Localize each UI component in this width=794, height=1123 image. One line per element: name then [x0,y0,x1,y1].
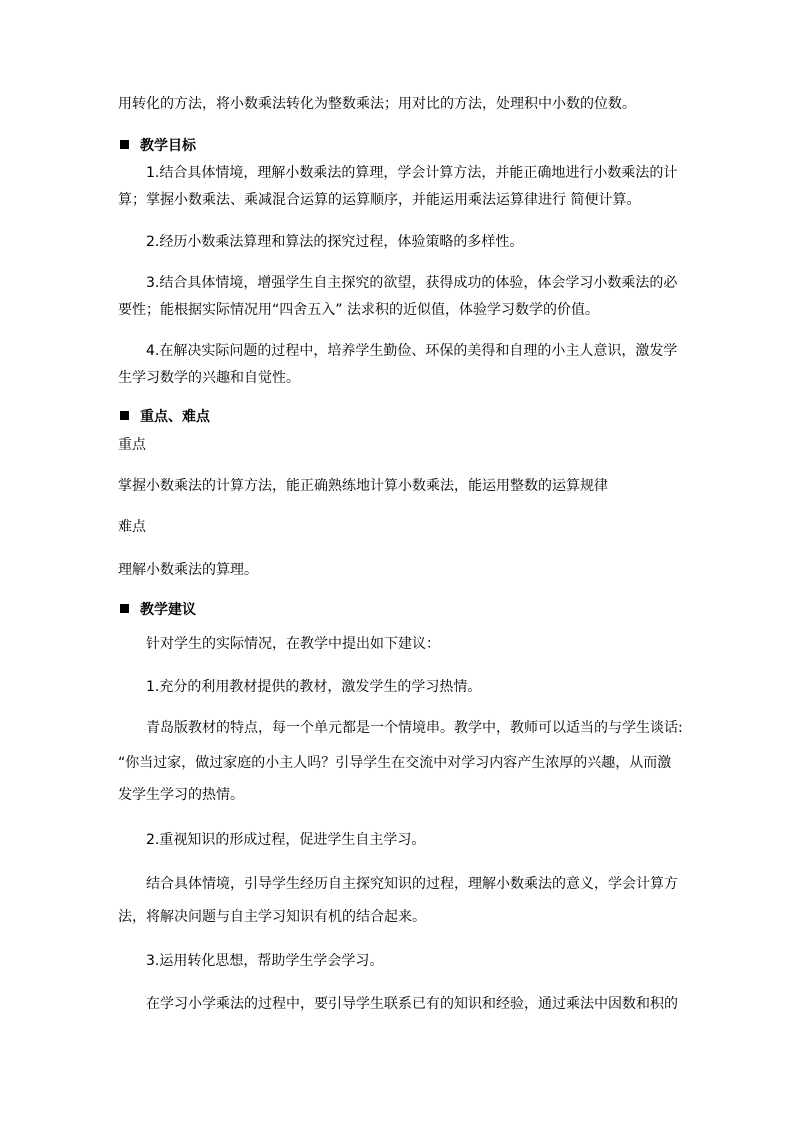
paragraph-line: 2.经历小数乘法算理和算法的探究过程，体验策略的多样性。 [146,234,524,250]
paragraph-line: 算；掌握小数乘法、乘减混合运算的运算顺序，并能运用乘法运算律进行 简便计算。 [118,192,641,208]
paragraph-line: 3.结合具体情境，增强学生自主探究的欲望，获得成功的体验，体会学习小数乘法的必 [146,275,678,291]
difficulty-label: 难点 [118,519,146,535]
section-heading-keypoints [120,407,210,427]
paragraph-line: “你当过家，做过家庭的小主人吗？引导学生在交流中对学习内容产生浓厚的兴趣，从而激 [118,755,672,771]
bullet-square-icon [120,140,129,149]
intro-line: 用转化的方法，将小数乘法转化为整数乘法；用对比的方法，处理积中小数的位数。 [118,96,636,112]
paragraph-line: 4.在解决实际问题的过程中，培养学生勤俭、环保的美得和自理的小主人意识，激发学 [146,343,678,359]
advice-item-title: 2.重视知识的形成过程，促进学生自主学习。 [146,832,426,848]
paragraph-line: 结合具体情境，引导学生经历自主探究知识的过程，理解小数乘法的意义，学会计算方 [146,876,678,892]
paragraph-line: 针对学生的实际情况，在教学中提出如下建议： [146,636,440,652]
paragraph-line: 法，将解决问题与自主学习知识有机的结合起来。 [118,909,426,925]
section-heading-advice [120,600,196,620]
heading-text: 重点、难点 [140,409,210,425]
advice-item-title: 1.充分的利用教材提供的教材，激发学生的学习热情。 [146,679,482,695]
paragraph-line: 青岛版教材的特点，每一个单元都是一个情境串。教学中，教师可以适当的与学生谈话: [146,720,683,736]
paragraph-line: 在学习小学乘法的过程中，要引导学生联系已有的知识和经验，通过乘法中因数和积的 [146,996,678,1012]
heading-text: 教学目标 [140,138,196,154]
paragraph-line: 1.结合具体情境，理解小数乘法的算理，学会计算方法，并能正确地进行小数乘法的计 [146,165,678,181]
heading-text: 教学建议 [140,602,196,618]
section-heading-goals [120,136,196,156]
bullet-square-icon [120,604,129,613]
advice-item-title: 3.运用转化思想，帮助学生学会学习。 [146,953,384,969]
paragraph-line: 生学习数学的兴趣和自觉性。 [118,370,300,386]
difficulty-text: 理解小数乘法的算理。 [118,562,258,578]
paragraph-line: 要性；能根据实际情况用“四舍五入” 法求积的近似值，体验学习数学的价值。 [118,302,599,318]
paragraph-line: 发学生学习的热情。 [118,787,244,803]
bullet-square-icon [120,411,129,420]
key-label: 重点 [118,437,146,453]
key-text: 掌握小数乘法的计算方法，能正确熟练地计算小数乘法，能运用整数的运算规律 [118,478,608,494]
